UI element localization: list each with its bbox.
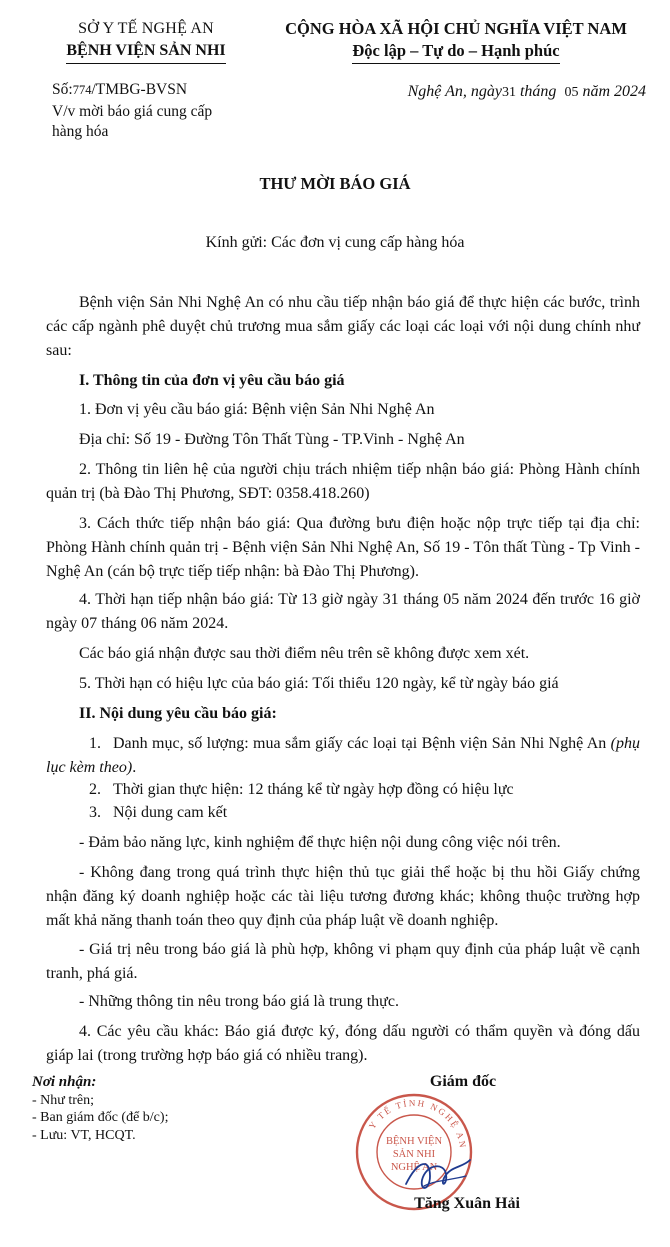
commitment-2-wrap <box>46 861 640 933</box>
section-1-address: Địa chỉ: Số 19 - Đường Tôn Thất Tùng - TP.Vinh - Nghệ An <box>79 431 465 448</box>
section-2-item-1-wrap <box>46 732 640 780</box>
document-subject <box>52 102 262 142</box>
section-1-item-3: 3. Cách thức tiếp nhận báo giá: Qua đường bưu điện hoặc nộp trực tiếp tại địa chỉ: Phòng Hành chính quản trị - Bệnh viện Sản Nhi Nghệ An, Số 19 - Tôn thất Tùng - Tp Vinh - Nghệ An (cán bộ trực tiếp tiếp nhận: bà Đào Thị Phương). <box>46 515 640 580</box>
subject-line-2: hàng hóa <box>52 123 109 140</box>
section-1-heading-wrap <box>79 369 640 393</box>
commitment-1: - Đảm bảo năng lực, kinh nghiệm để thực hiện nội dung công việc nói trên. <box>79 834 561 851</box>
date-year: năm 2024 <box>582 83 646 100</box>
document-date <box>310 80 646 104</box>
section-2-item-2-wrap <box>46 778 640 802</box>
national-motto: Độc lập – Tự do – Hạnh phúc <box>352 40 559 64</box>
section-2-item-2-text: Thời gian thực hiện: 12 tháng kể từ ngày hợp đồng có hiệu lực <box>113 781 514 798</box>
section-1-item-5: 5. Thời hạn có hiệu lực của báo giá: Tối thiểu 120 ngày, kể từ ngày báo giá <box>79 675 559 692</box>
section-2-item-1-text: Danh mục, số lượng: mua sắm giấy các loại tại Bệnh viện Sản Nhi Nghệ An <box>113 735 607 752</box>
section-2-item-1 <box>46 732 640 780</box>
signer-name: Tăng Xuân Hải <box>414 1195 520 1212</box>
recipient-line: - Lưu: VT, HCQT. <box>32 1127 136 1143</box>
section-2-heading: II. Nội dung yêu cầu báo giá: <box>79 705 277 722</box>
parent-organization: SỞ Y TẾ NGHỆ AN <box>78 20 214 37</box>
issuing-agency-block <box>46 18 246 64</box>
section-2-item-2-number: 2. <box>89 781 101 798</box>
doc-number-value: 774 <box>72 83 92 97</box>
seal-ring-text: Y TẾ TỈNH NGHỆ AN <box>366 1097 469 1150</box>
section-1-item-4-wrap <box>46 588 640 636</box>
doc-number-prefix: Số: <box>52 81 73 98</box>
document-number <box>52 80 262 100</box>
section-2-item-1-italic: (phụ lục kèm theo) <box>46 735 640 776</box>
recipient-line: - Ban giám đốc (để b/c); <box>32 1110 169 1125</box>
section-2-item-4: 4. Các yêu cầu khác: Báo giá được ký, đóng dấu người có thẩm quyền và đóng dấu giáp lai (trong trường hợp báo giá có nhiều trang). <box>46 1023 640 1064</box>
section-2-item-1-end: . <box>132 759 137 776</box>
section-1-item-2: 2. Thông tin liên hệ của người chịu trách nhiệm tiếp nhận báo giá: Phòng Hành chính quản trị (bà Đào Thị Phương, SĐT: 0358.418.260) <box>46 461 640 502</box>
national-title: CỘNG HÒA XÃ HỘI CHỦ NGHĨA VIỆT NAM <box>285 19 627 38</box>
document-title: THƯ MỜI BÁO GIÁ <box>259 174 411 193</box>
intro-text: Bệnh viện Sản Nhi Nghệ An có nhu cầu tiếp nhận báo giá để thực hiện các bước, trình các cấp ngành phê duyệt chủ trương mua sắm giấy các loại các loại với nội dung chính như sau: <box>46 294 640 359</box>
date-day: 31 <box>501 85 516 100</box>
date-month-word: tháng <box>519 83 557 100</box>
signer-title: Giám đốc <box>429 1073 497 1090</box>
section-2-item-3-number: 3. <box>89 804 101 821</box>
national-header <box>258 18 654 64</box>
seal-line-3: NGHỆ AN <box>390 1162 438 1173</box>
section-1-heading: I. Thông tin của đơn vị yêu cầu báo giá <box>79 372 345 389</box>
seal-line-2: SẢN NHI <box>392 1149 436 1160</box>
section-1-item-1: 1. Đơn vị yêu cầu báo giá: Bệnh viện Sản Nhi Nghệ An <box>79 401 435 418</box>
section-2-heading-wrap <box>79 702 640 726</box>
section-2-item-3-wrap <box>46 801 640 825</box>
section-2-item-4-wrap <box>46 1020 640 1068</box>
doc-number-suffix: /TMBG-BVSN <box>91 81 188 98</box>
date-prefix: Nghệ An, ngày <box>407 83 502 100</box>
subject-line-1: V/v mời báo giá cung cấp <box>52 103 213 120</box>
section-1-item-2-wrap <box>46 458 640 506</box>
recipient-line: - Như trên; <box>32 1092 95 1108</box>
commitment-2: - Không đang trong quá trình thực hiện thủ tục giải thể hoặc bị thu hồi Giấy chứng nhận đăng ký doanh nghiệp hoặc các tài liệu tương đương khác; không thuộc trường hợp mất khả năng thanh toán theo quy định của pháp luật về doanh nghiệp. <box>46 864 640 929</box>
date-month: 05 <box>564 85 579 100</box>
section-2-item-3-text: Nội dung cam kết <box>113 804 228 821</box>
section-1-item-4: 4. Thời hạn tiếp nhận báo giá: Từ 13 giờ ngày 31 tháng 05 năm 2024 đến trước 16 giờ ngày 07 tháng 06 năm 2024. <box>46 591 640 632</box>
commitment-4: - Những thông tin nêu trong báo giá là trung thực. <box>79 993 399 1010</box>
greeting: Kính gửi: Các đơn vị cung cấp hàng hóa <box>205 234 465 251</box>
recipients-heading: Nơi nhận: <box>32 1074 97 1090</box>
commitment-3-wrap <box>46 938 640 986</box>
section-1-item-3-wrap <box>46 512 640 584</box>
recipients-block <box>32 1074 292 1144</box>
commitment-3: - Giá trị nêu trong báo giá là phù hợp, không vi phạm quy định của pháp luật về cạnh tranh, phá giá. <box>46 941 640 982</box>
section-2-item-1-number: 1. <box>89 735 101 752</box>
seal-line-1: BỆNH VIỆN <box>385 1136 443 1147</box>
issuing-unit: BỆNH VIỆN SẢN NHI <box>66 40 225 64</box>
section-1-note: Các báo giá nhận được sau thời điểm nêu trên sẽ không được xem xét. <box>79 645 530 662</box>
intro-paragraph <box>46 291 640 363</box>
